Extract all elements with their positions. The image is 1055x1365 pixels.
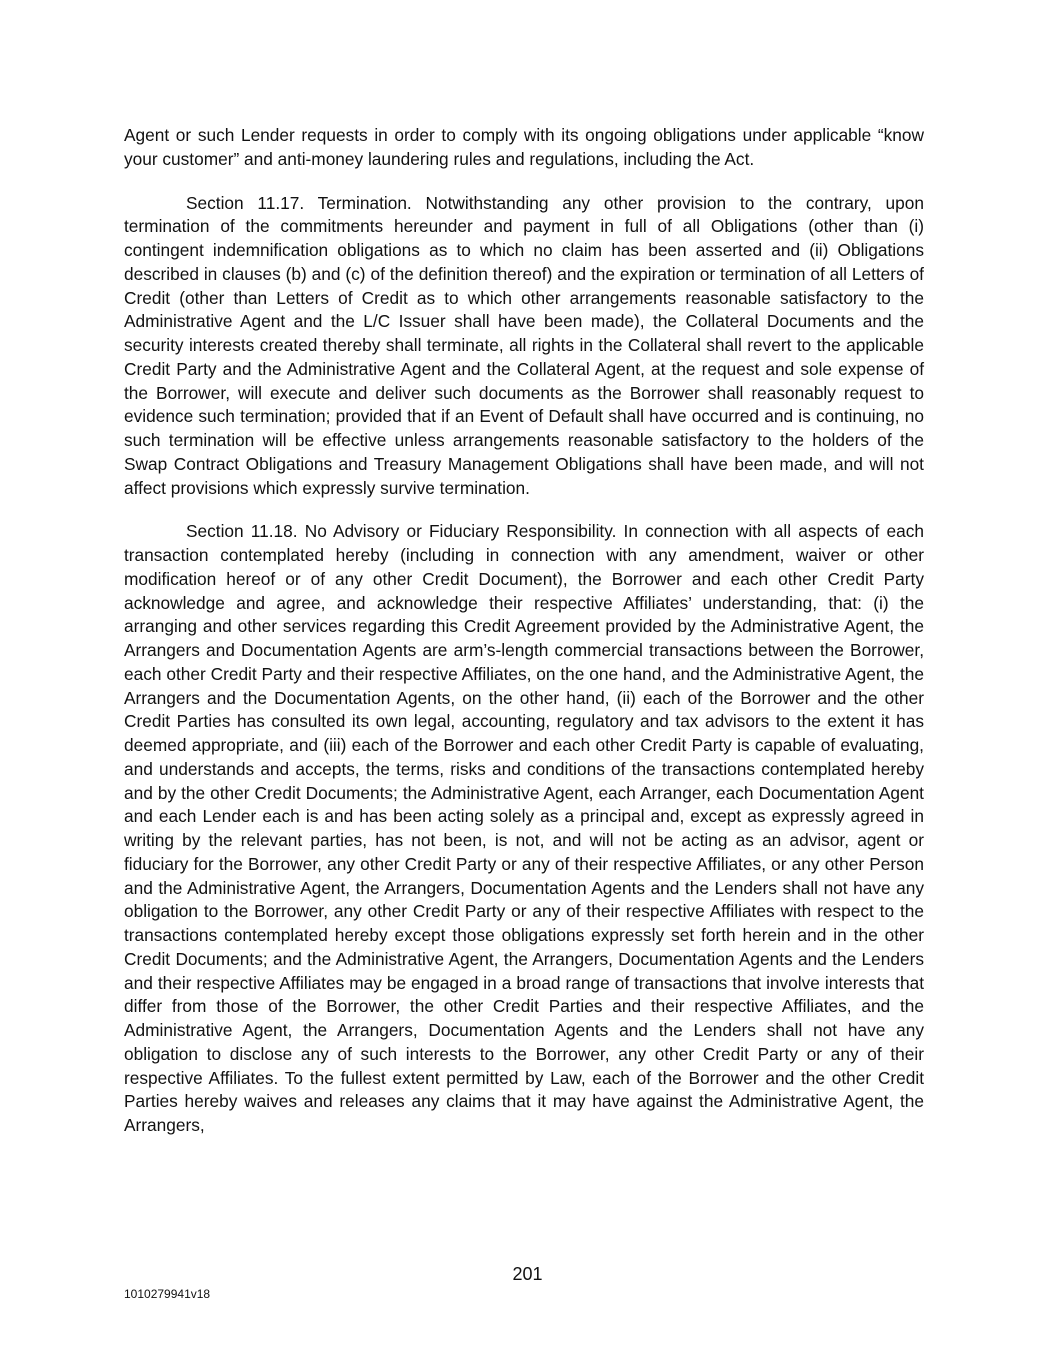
document-id: 1010279941v18 <box>124 1287 211 1301</box>
section-11-18-paragraph: Section 11.18. No Advisory or Fiduciary Responsibility. In connection with all aspects of each transaction contemplated hereby (including in connection with any amendment, waiver or other modification hereof or of any other Credit Document), the Borrower and each other Credit Party acknowledge and agree, and acknowledge their respective Affiliates’ understanding, that: (i) the arranging and other services regarding this Credit Agreement provided by the Administrative Agent, the Arrangers and Documentation Agents are arm’s-length commercial transactions between the Borrower, each other Credit Party and their respective Affiliates, on the one hand, and the Administrative Agent, the Arrangers and the Documentation Agents, on the other hand, (ii) each of the Borrower and the other Credit Parties has consulted its own legal, accounting, regulatory and tax advisors to the extent it has deemed appropriate, and (iii) each of the Borrower and each other Credit Party is capable of evaluating, and understands and accepts, the terms, risks and conditions of the transactions contemplated hereby and by the other Credit Documents; the Administrative Agent, each Arranger, each Documentation Agent and each Lender each is and has been acting solely as a principal and, except as expressly agreed in writing by the relevant parties, has not been, is not, and will not be acting as an advisor, agent or fiduciary for the Borrower, any other Credit Party or any of their respective Affiliates, or any other Person and the Administrative Agent, the Arrangers, Documentation Agents and the Lenders shall not have any obligation to the Borrower, any other Credit Party or any of their respective Affiliates with respect to the transactions contemplated hereby except those obligations expressly set forth herein and in the other Credit Documents; and the Administrative Agent, the Arrangers, Documentation Agents and the Lenders and their respective Affiliates may be engaged in a broad range of transactions that involve interests that differ from those of the Borrower, the other Credit Parties and their respective Affiliates, and the Administrative Agent, the Arrangers, Documentation Agents and the Lenders shall not have any obligation to disclose any of such interests to the Borrower, any other Credit Party or any of their respective Affiliates. To the fullest extent permitted by Law, each of the Borrower and the other Credit Parties hereby waives and releases any claims that it may have against the Administrative Agent, the Arrangers, <box>124 521 924 1135</box>
continuation-paragraph: Agent or such Lender requests in order to comply with its ongoing obligations under applicable “know your customer” and anti-money laundering rules and regulations, including the Act. <box>124 125 924 169</box>
page-number: 201 <box>512 1264 543 1284</box>
document-body <box>124 124 924 1158</box>
section-11-17-paragraph: Section 11.17. Termination. Notwithstanding any other provision to the contrary, upon termination of the commitments hereunder and payment in full of all Obligations (other than (i) contingent indemnification obligations as to which no claim has been asserted and (ii) Obligations described in clauses (b) and (c) of the definition thereof) and the expiration or termination of all Letters of Credit (other than Letters of Credit as to which other arrangements reasonable satisfactory to the Administrative Agent and the L/C Issuer shall have been made), the Collateral Documents and the security interests created thereby shall terminate, all rights in the Collateral shall revert to the applicable Credit Party and the Administrative Agent and the Collateral Agent, at the request and sole expense of the Borrower, will execute and deliver such documents as the Borrower shall reasonably request to evidence such termination; provided that if an Event of Default shall have occurred and is continuing, no such termination will be effective unless arrangements reasonable satisfactory to the holders of the Swap Contract Obligations and Treasury Management Obligations shall have been made, and will not affect provisions which expressly survive termination. <box>124 192 924 498</box>
